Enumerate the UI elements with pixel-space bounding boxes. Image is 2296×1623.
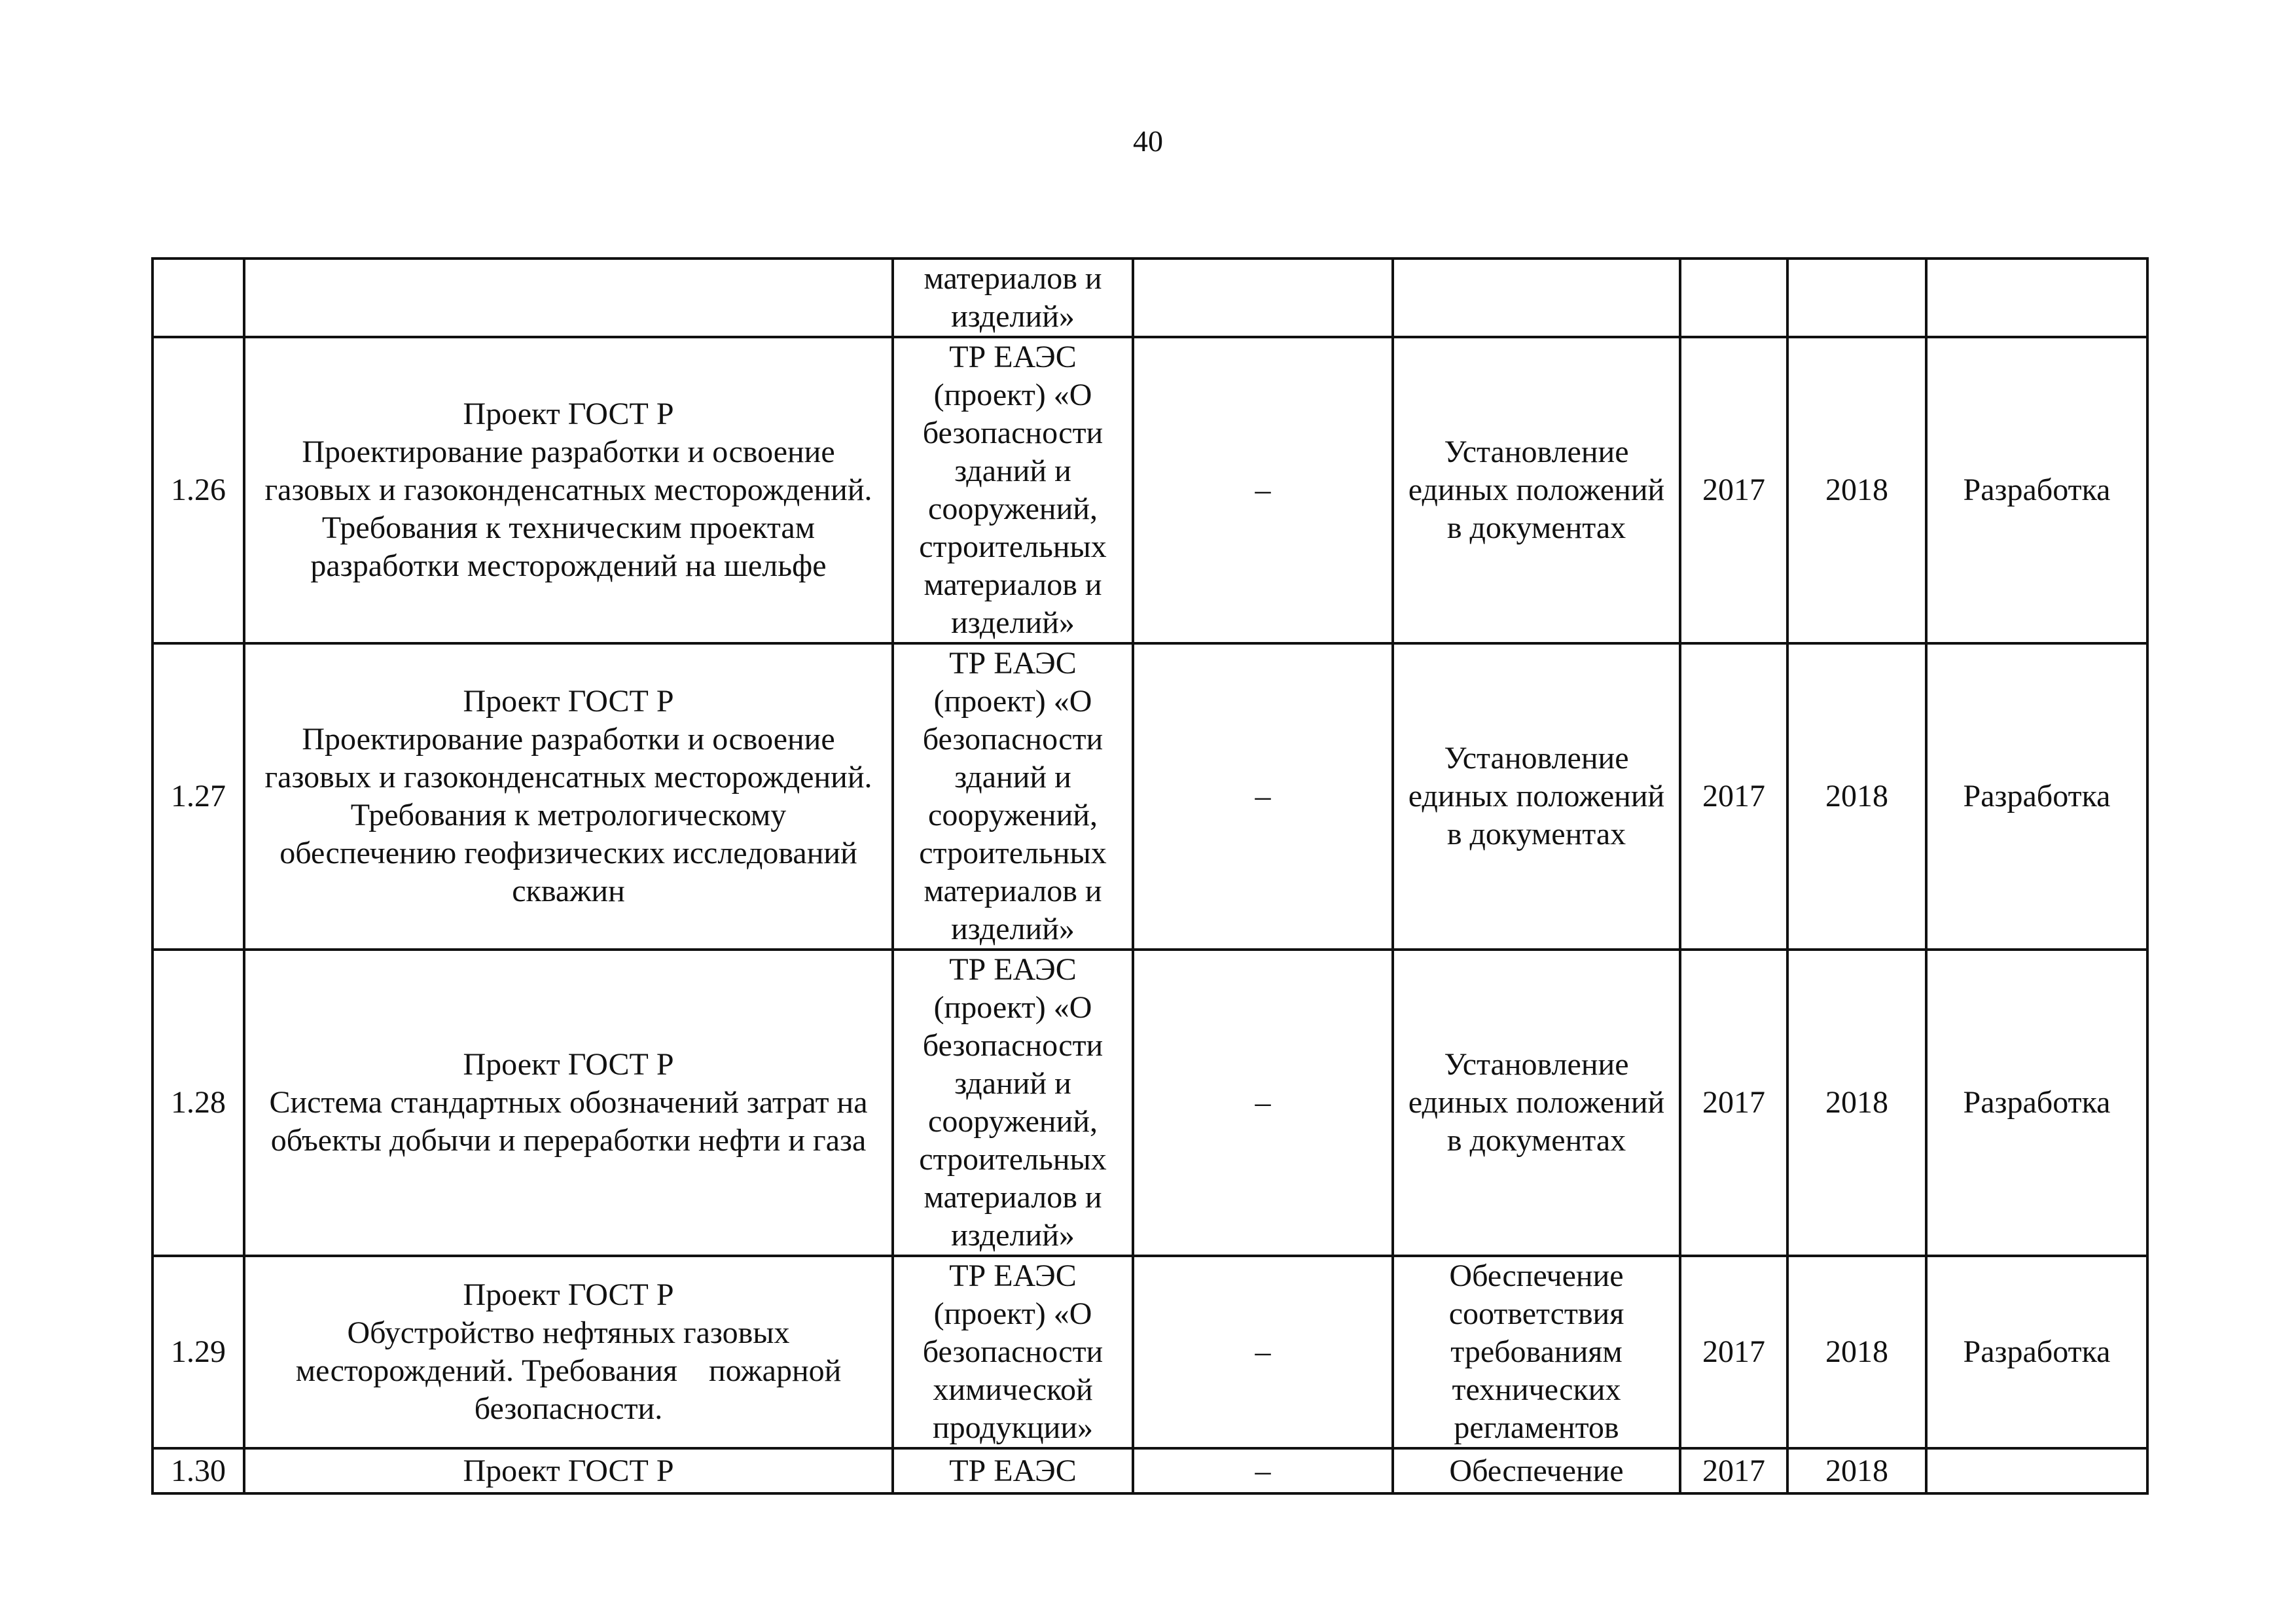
purpose-line: Обеспечение <box>1449 1453 1624 1488</box>
regulation-line: химической <box>933 1372 1093 1407</box>
regulation-line: изделий» <box>951 1218 1075 1253</box>
regulation-line: (проект) «О <box>933 684 1092 719</box>
cell-purpose <box>1393 1448 1680 1493</box>
cell-start: 2017 <box>1680 643 1787 950</box>
cell-purpose <box>1393 950 1680 1256</box>
purpose-line: в документах <box>1446 1123 1626 1158</box>
title-line: газовых и газоконденсатных месторождений. <box>264 473 872 507</box>
cell-regulation <box>893 259 1133 337</box>
table-row <box>152 1256 2147 1448</box>
page-number: 40 <box>1133 124 1163 158</box>
cell-replaced: – <box>1133 643 1393 950</box>
purpose-line: Установление <box>1444 741 1629 776</box>
title-line: Проект ГОСТ Р <box>463 1277 674 1312</box>
purpose-line: в документах <box>1446 817 1626 851</box>
table-row <box>152 643 2147 950</box>
regulation-line: безопасности <box>922 1028 1103 1063</box>
regulation-line: изделий» <box>951 912 1075 946</box>
cell-num: 1.27 <box>152 643 244 950</box>
title-line: разработки месторождений на шельфе <box>310 548 827 583</box>
cell-type: Разработка <box>1926 337 2147 643</box>
table-row <box>152 950 2147 1256</box>
regulation-line: материалов и <box>924 874 1102 908</box>
title-line: скважин <box>512 874 625 908</box>
cell-type: Разработка <box>1926 1256 2147 1448</box>
cell-regulation <box>893 1256 1133 1448</box>
cell-regulation <box>893 643 1133 950</box>
table-row <box>152 1448 2147 1493</box>
purpose-line: соответствия <box>1448 1296 1624 1331</box>
cell-type: Разработка <box>1926 950 2147 1256</box>
purpose-line: в документах <box>1446 510 1626 545</box>
purpose-line: Установление <box>1444 1047 1629 1082</box>
cell-num: 1.29 <box>152 1256 244 1448</box>
cell-title <box>244 643 893 950</box>
title-line: Проект ГОСТ Р <box>463 684 674 719</box>
cell-end: 2018 <box>1787 643 1926 950</box>
cell-start: 2017 <box>1680 950 1787 1256</box>
cell-end: 2018 <box>1787 337 1926 643</box>
regulation-line: продукции» <box>932 1410 1094 1445</box>
title-line: Система стандартных обозначений затрат на <box>269 1085 868 1120</box>
regulation-line: (проект) «О <box>933 1296 1092 1331</box>
cell-title <box>244 337 893 643</box>
cell-title <box>244 950 893 1256</box>
title-line: Требования к метрологическому <box>350 798 787 832</box>
purpose-line: единых положений <box>1408 473 1665 507</box>
cell-purpose <box>1393 1256 1680 1448</box>
title-line: обеспечению геофизических исследований <box>279 836 857 870</box>
title-line: Проектирование разработки и освоение <box>302 722 835 757</box>
cell-replaced: – <box>1133 337 1393 643</box>
cell-replaced: – <box>1133 1448 1393 1493</box>
title-line: безопасности. <box>474 1391 663 1426</box>
cell-start <box>1680 259 1787 337</box>
cell-title <box>244 1256 893 1448</box>
cell-num <box>152 259 244 337</box>
cell-end: 2018 <box>1787 1256 1926 1448</box>
regulation-line: сооружений, <box>928 798 1098 832</box>
purpose-line: единых положений <box>1408 779 1665 813</box>
regulation-line: строительных <box>919 836 1107 870</box>
cell-replaced: – <box>1133 1256 1393 1448</box>
purpose-line: Установление <box>1444 435 1629 469</box>
cell-title <box>244 1448 893 1493</box>
cell-purpose <box>1393 337 1680 643</box>
cell-regulation <box>893 1448 1133 1493</box>
regulation-line: зданий и <box>954 760 1071 794</box>
purpose-line: регламентов <box>1454 1410 1619 1445</box>
cell-purpose <box>1393 643 1680 950</box>
table-row <box>152 337 2147 643</box>
regulation-line: ТР ЕАЭС <box>949 340 1077 374</box>
regulation-line: ТР ЕАЭС <box>949 1258 1077 1293</box>
regulation-line: ТР ЕАЭС <box>949 1453 1077 1488</box>
regulation-line: строительных <box>919 1142 1107 1177</box>
cell-replaced: – <box>1133 950 1393 1256</box>
cell-replaced <box>1133 259 1393 337</box>
purpose-line: единых положений <box>1408 1085 1665 1120</box>
regulation-line: изделий» <box>951 299 1075 334</box>
regulation-line: зданий и <box>954 454 1071 488</box>
cell-start: 2017 <box>1680 1256 1787 1448</box>
cell-title <box>244 259 893 337</box>
title-line: Проект ГОСТ Р <box>463 1453 674 1488</box>
cell-num: 1.26 <box>152 337 244 643</box>
purpose-line: технических <box>1452 1372 1621 1407</box>
purpose-line: требованиям <box>1450 1334 1623 1369</box>
cell-num: 1.28 <box>152 950 244 1256</box>
title-line: Проектирование разработки и освоение <box>302 435 835 469</box>
regulation-line: безопасности <box>922 416 1103 450</box>
title-line: Проект ГОСТ Р <box>463 1047 674 1082</box>
regulation-line: ТР ЕАЭС <box>949 646 1077 681</box>
cell-num: 1.30 <box>152 1448 244 1493</box>
title-line: месторождений. Требования пожарной <box>295 1353 842 1388</box>
regulation-line: безопасности <box>922 722 1103 757</box>
regulation-line: (проект) «О <box>933 378 1092 412</box>
title-line: Проект ГОСТ Р <box>463 397 674 431</box>
cell-type <box>1926 1448 2147 1493</box>
cell-type <box>1926 259 2147 337</box>
regulation-line: зданий и <box>954 1066 1071 1101</box>
cell-purpose <box>1393 259 1680 337</box>
cell-start: 2017 <box>1680 337 1787 643</box>
regulation-line: безопасности <box>922 1334 1103 1369</box>
title-line: Требования к техническим проектам <box>321 510 816 545</box>
cell-end <box>1787 259 1926 337</box>
title-line: газовых и газоконденсатных месторождений. <box>264 760 872 794</box>
cell-regulation <box>893 950 1133 1256</box>
regulation-line: материалов и <box>924 567 1102 602</box>
title-line: Обустройство нефтяных газовых <box>347 1315 790 1350</box>
regulation-line: строительных <box>919 529 1107 564</box>
regulation-line: ТР ЕАЭС <box>949 952 1077 987</box>
regulation-line: (проект) «О <box>933 990 1092 1025</box>
regulation-line: материалов и <box>924 1180 1102 1215</box>
cell-end: 2018 <box>1787 950 1926 1256</box>
purpose-line: Обеспечение <box>1449 1258 1624 1293</box>
continuation-row <box>152 259 2147 337</box>
cell-end: 2018 <box>1787 1448 1926 1493</box>
cell-type: Разработка <box>1926 643 2147 950</box>
regulation-line: сооружений, <box>928 491 1098 526</box>
title-line: объекты добычи и переработки нефти и газа <box>270 1123 867 1158</box>
regulation-line: материалов и <box>924 261 1102 296</box>
cell-start: 2017 <box>1680 1448 1787 1493</box>
regulation-line: сооружений, <box>928 1104 1098 1139</box>
standards-table <box>151 257 2149 1495</box>
regulation-line: изделий» <box>951 605 1075 640</box>
cell-regulation <box>893 337 1133 643</box>
